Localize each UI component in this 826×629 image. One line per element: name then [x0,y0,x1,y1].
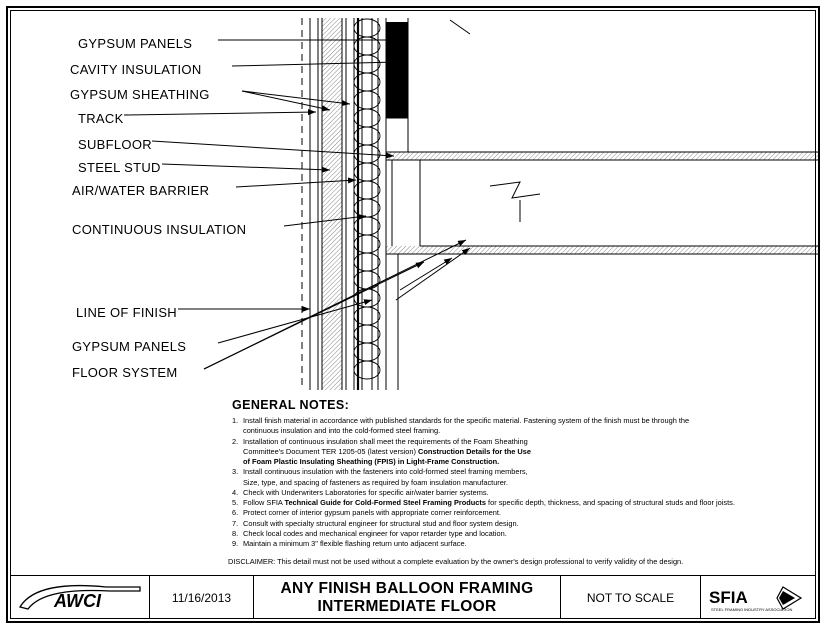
detail-label-6: AIR/WATER BARRIER [72,183,210,198]
detail-label-0: GYPSUM PANELS [78,36,193,51]
general-note-text: of Foam Plastic Insulating Sheathing (FPIS) in Light-Frame Construction. [243,457,500,467]
detail-label-3: TRACK [78,111,124,126]
cavity-insulation-hatch [322,18,342,390]
general-note-text: continuous insulation and into the cold-formed steel framing. [243,426,441,436]
drawing-title-line1: ANY FINISH BALLOON FRAMING [280,579,534,597]
detail-label-10: FLOOR SYSTEM [72,365,178,380]
break-line-marks [450,20,540,222]
general-note-number: 2. [232,436,239,446]
general-note-line [232,539,792,549]
detail-label-7: CONTINUOUS INSULATION [72,222,247,237]
general-note-text: Follow SFIA [243,498,285,508]
general-note-text: Install continuous insulation with the fasteners into cold-formed steel framing members, [243,467,528,477]
gypsum-sheathing [346,18,354,390]
general-note-text: Maintain a minimum 3" flexible flashing return unto adjacent surface. [243,539,467,549]
drawing-title [254,576,561,619]
general-note-text: for specific depth, thickness, and spacing of structural studs and floor joists. [485,498,735,508]
general-note-line [232,457,792,467]
general-note-text: Committee's Document TER 1205-05 (latest version) [243,446,419,456]
general-note-text: Installation of continuous insulation shall meet the requirements of the Foam Sheathing [243,436,528,446]
general-note-text: Check with Underwriters Laboratories for specific air/water barrier systems. [243,487,489,497]
general-note-line [232,498,792,508]
general-note-number: 3. [232,467,239,477]
detail-label-1: CAVITY INSULATION [70,62,202,77]
general-note-number: 7. [232,518,239,528]
disclaimer-text: DISCLAIMER: This detail must not be used without a complete evaluation by the owner's design professional to verify validity of the design. [228,557,684,566]
general-note-number: 1. [232,416,239,425]
general-note-line [232,467,792,477]
drawing-scale: NOT TO SCALE [561,576,701,619]
general-notes-list [232,416,792,549]
detail-label-4: SUBFLOOR [78,137,152,152]
continuous-insulation [362,18,372,390]
solid-insulation-block [386,22,408,118]
svg-text:STEEL FRAMING INDUSTRY ASSOCIA: STEEL FRAMING INDUSTRY ASSOCIATION [710,606,792,612]
general-note-line [232,426,792,436]
detail-label-2: GYPSUM SHEATHING [70,87,210,102]
detail-label-8: LINE OF FINISH [76,305,177,320]
svg-text:AWCI: AWCI [53,590,101,611]
general-note-number: 8. [232,528,239,538]
svg-text:SFIA: SFIA [708,587,748,607]
general-note-text: Install finish material in accordance with published standards for the specific material. Fastening system of the finish must be through the [243,416,690,425]
general-note-text: Consult with specialty structural engineer for structural stud and floor system design. [243,518,519,528]
rim-track [386,160,392,254]
general-note-line [232,508,792,518]
awci-logo [10,576,150,619]
sfia-logo [701,576,816,619]
general-note-text: Technical Guide for Cold-Formed Steel Framing Products [284,498,486,508]
general-note-line [232,437,792,447]
general-note-line [232,447,792,457]
general-notes-title: GENERAL NOTES: [232,398,350,412]
general-note-text: Construction Details for the Use [418,446,531,456]
general-note-line [232,478,792,488]
drawing-title-line2: INTERMEDIATE FLOOR [317,597,497,615]
gypsum-panel-interior [310,18,318,390]
general-notes [232,398,792,549]
general-note-line [232,488,792,498]
subfloor-hatch [386,152,820,160]
general-note-number: 9. [232,539,239,549]
detail-label-5: STEEL STUD [78,160,161,175]
general-note-text: Check local codes and mechanical engineer for vapor retarder type and location. [243,528,507,538]
general-note-number: 4. [232,487,239,497]
general-note-line [232,416,792,426]
general-note-line [232,529,792,539]
awci-logo-icon [14,581,146,615]
general-note-text: Protect corner of interior gypsum panels with appropriate corner reinforcement. [243,508,501,518]
general-note-number: 5. [232,498,239,508]
general-note-line [232,519,792,529]
sfia-logo-icon [705,581,813,615]
general-note-number: 6. [232,508,239,518]
drawing-date: 11/16/2013 [150,576,254,619]
general-note-text: Size, type, and spacing of fasteners as required by foam insulation manufacturer. [243,477,508,487]
detail-label-9: GYPSUM PANELS [72,339,187,354]
title-block [10,575,816,619]
floor-system [386,152,820,254]
